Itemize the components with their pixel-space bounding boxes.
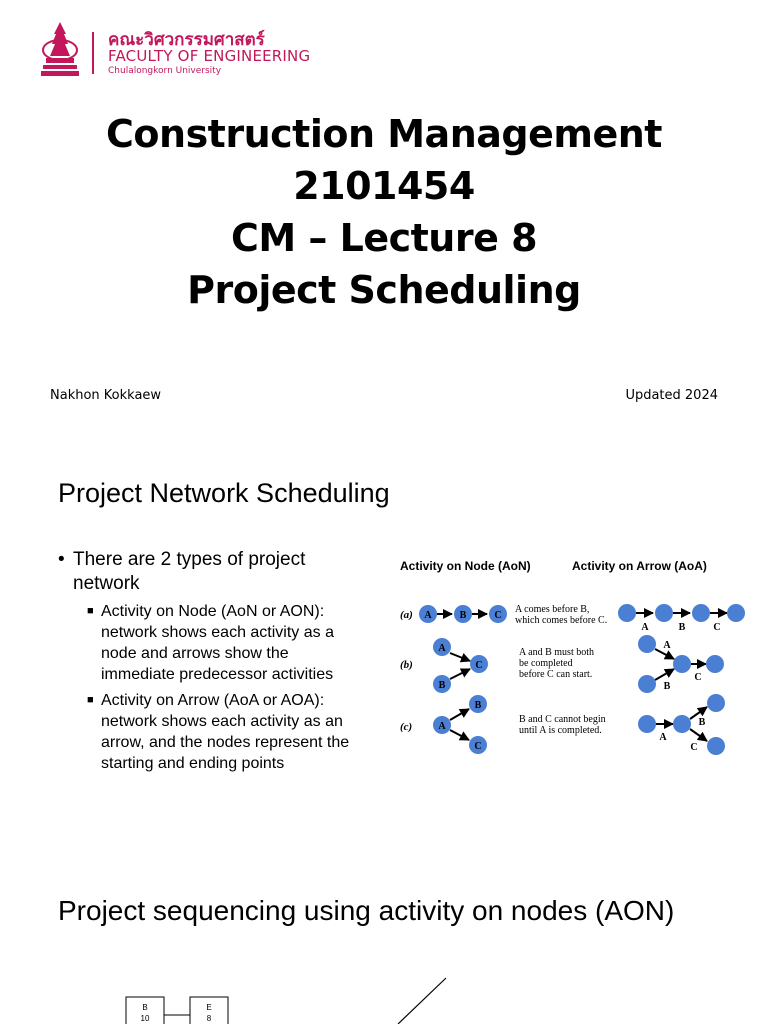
aoa-node [673, 715, 691, 733]
svg-text:A: A [663, 640, 671, 651]
slide3-title: Project sequencing using activity on nodes (AON) [58, 895, 675, 926]
aoa-node [692, 604, 710, 622]
aon-row-c [433, 695, 487, 754]
svg-text:B: B [142, 1003, 148, 1012]
svg-text:B and C cannot begin: B and C cannot begin [519, 714, 606, 725]
svg-text:be completed: be completed [519, 658, 573, 669]
row-label-a: (a) [400, 609, 413, 621]
title-line-topic: Project Scheduling [187, 268, 581, 312]
aoa-row-c [638, 694, 725, 755]
logo-university-text: Chulalongkorn University [108, 66, 222, 76]
aoa-heading: Activity on Arrow (AoA) [572, 559, 707, 573]
diagonal-line [398, 978, 446, 1024]
row-a-description [515, 604, 607, 626]
aon-sequence-diagram [0, 975, 768, 1024]
square-bullet-icon: ■ [87, 605, 94, 617]
aoa-node [638, 715, 656, 733]
slide-title [0, 108, 768, 316]
aon-row-b [433, 638, 488, 693]
aoa-node [638, 675, 656, 693]
node-box-e [190, 997, 228, 1024]
aoa-node [638, 635, 656, 653]
svg-text:B: B [438, 680, 446, 691]
svg-text:B: B [678, 622, 686, 633]
svg-text:C: C [474, 741, 482, 752]
logo-divider [92, 32, 94, 74]
svg-text:C: C [475, 660, 483, 671]
sub-bullet-aoa: ■ Activity on Arrow (AoA or AOA): network shows each activity as an arrow, and the nodes represent the starting and ending points [87, 692, 350, 772]
row-label-c: (c) [400, 721, 413, 733]
aoa-row-a [618, 604, 745, 633]
aon-heading: Activity on Node (AoN) [400, 559, 531, 573]
aoa-node [727, 604, 745, 622]
title-line-course: Construction Management [106, 112, 662, 156]
row-c-description [519, 714, 606, 736]
svg-text:A: A [438, 643, 446, 654]
slide2-title: Project Network Scheduling [58, 478, 390, 508]
aoa-node [618, 604, 636, 622]
svg-text:B: B [663, 681, 671, 692]
updated-date: Updated 2024 [625, 388, 718, 403]
svg-text:C: C [494, 610, 502, 621]
svg-text:C: C [713, 622, 721, 633]
bullet-item: • There are 2 types of project network [58, 549, 306, 594]
square-bullet-icon: ■ [87, 694, 94, 706]
university-seal-icon [40, 20, 80, 78]
svg-text:10: 10 [140, 1014, 150, 1023]
svg-text:A comes before B,: A comes before B, [515, 604, 590, 615]
svg-text:A: A [424, 610, 432, 621]
title-line-lecture: CM – Lecture 8 [230, 216, 538, 260]
svg-text:B: B [698, 717, 706, 728]
slide2-bullets [58, 548, 358, 774]
sub-bullet-aon: ■ Activity on Node (AoN or AON): network shows each activity as a node and arrows show the immediate predecessor activities [87, 603, 334, 683]
node-box-b [126, 997, 164, 1024]
row-label-b: (b) [400, 659, 413, 671]
aoa-row-b [638, 635, 724, 693]
svg-text:C: C [690, 742, 698, 753]
svg-text:A: A [659, 732, 667, 743]
aoa-node [673, 655, 691, 673]
logo-thai-text: คณะวิศวกรรมศาสตร์ [108, 30, 265, 50]
svg-text:until A is completed.: until A is completed. [519, 725, 602, 736]
svg-text:B: B [474, 700, 482, 711]
aoa-node [706, 655, 724, 673]
logo-english-text: FACULTY OF ENGINEERING [108, 47, 311, 65]
svg-text:A and B must both: A and B must both [519, 647, 595, 658]
svg-text:A: A [438, 721, 446, 732]
row-b-description [519, 647, 594, 680]
author-name: Nakhon Kokkaew [50, 388, 162, 403]
aon-row-a [419, 605, 507, 623]
aoa-node [707, 694, 725, 712]
title-line-code: 2101454 [293, 164, 475, 208]
svg-text:which comes before C.: which comes before C. [515, 615, 608, 626]
svg-text:B: B [459, 610, 467, 621]
bullet-dot-icon: • [58, 549, 65, 570]
svg-text:A: A [641, 622, 649, 633]
aoa-node [655, 604, 673, 622]
svg-text:E: E [206, 1003, 212, 1012]
svg-text:C: C [694, 672, 702, 683]
network-diagram [390, 590, 760, 770]
svg-text:8: 8 [206, 1014, 212, 1023]
aoa-node [707, 737, 725, 755]
svg-text:before C can start.: before C can start. [519, 669, 593, 680]
